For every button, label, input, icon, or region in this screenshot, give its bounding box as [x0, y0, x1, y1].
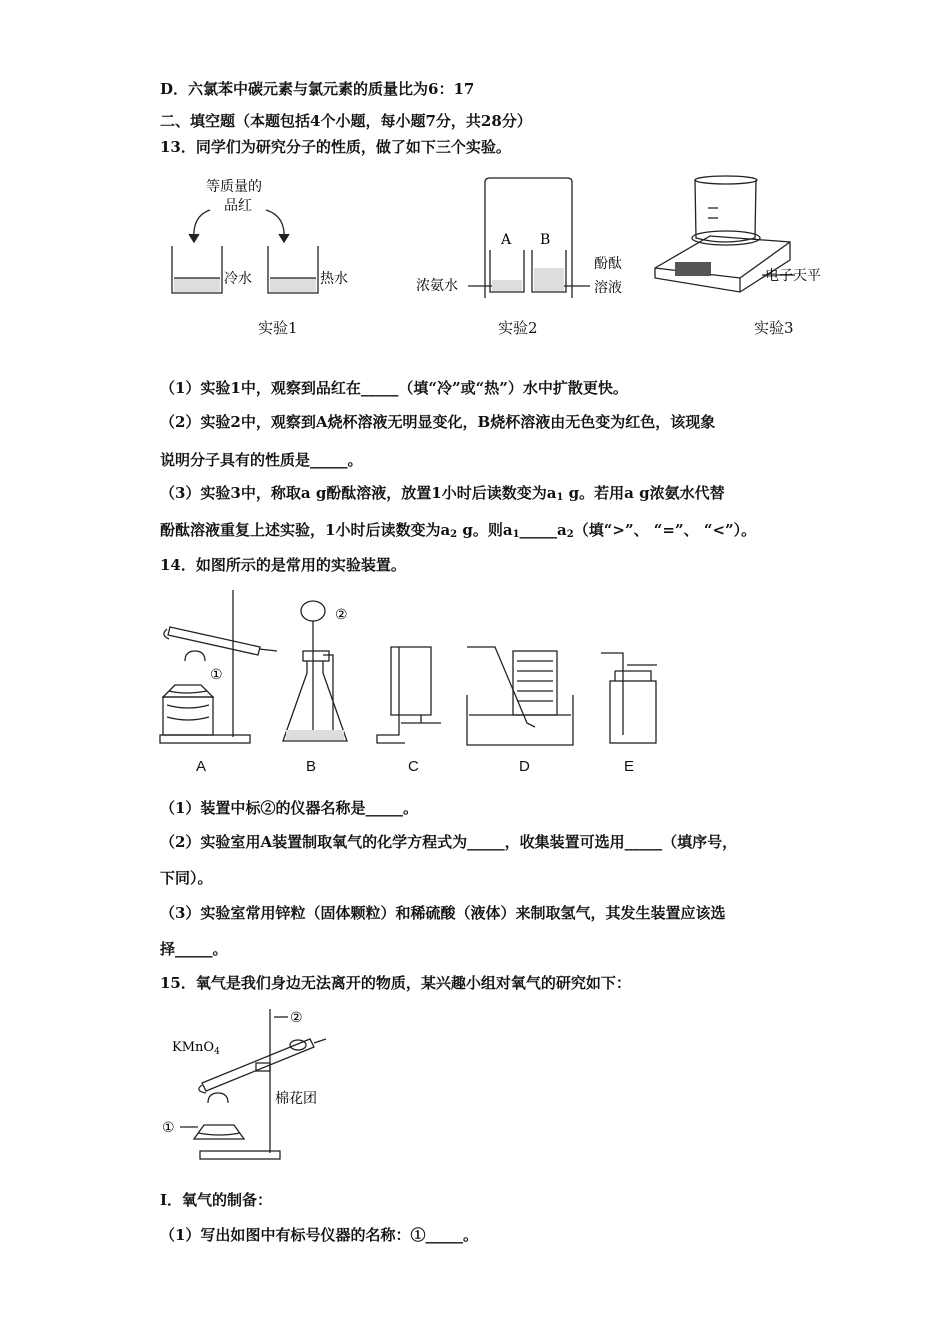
beaker-b-label: B: [540, 232, 551, 248]
cotton-label: 棉花团: [275, 1091, 317, 1107]
section-i: I．氧气的制备：: [160, 1191, 273, 1209]
balance-label: 电子天平: [765, 268, 821, 284]
ammonia-label: 浓氨水: [416, 278, 458, 294]
q13-part2-cont: 说明分子具有的性质是_____。: [160, 451, 363, 469]
apparatus-b-label: B: [306, 758, 317, 775]
mark-1: ①: [210, 667, 223, 683]
q14-part2-cont: 下同）。: [160, 869, 213, 887]
mark-2: ②: [335, 607, 348, 623]
q14-part3: （3）实验室常用锌粒（固体颗粒）和稀硫酸（液体）来制取氢气，其发生装置应该选: [160, 904, 726, 922]
exp1-top-label2: 品红: [224, 198, 252, 214]
figure-14: [155, 585, 675, 750]
option-d: D．六氯苯中碳元素与氯元素的质量比为6：17: [160, 80, 475, 98]
apparatus-e-label: E: [624, 758, 635, 775]
q13-part3-cont: 酚酞溶液重复上述实验，1小时后读数变为$a_2$ g。则$a_1\_\_\_\_\_a_2$（填“>”、 “=”、 “<”）。: [160, 521, 757, 540]
q14-part2: （2）实验室用A装置制取氧气的化学方程式为_____，收集装置可选用_____（填序号，: [160, 833, 738, 851]
exp3-caption: 实验3: [754, 319, 794, 337]
beaker-a-label: A: [501, 232, 512, 248]
phenol-label: 酚酞: [594, 256, 622, 272]
kmno4-label: KMnO$_4$: [172, 1040, 220, 1057]
figure-13: [150, 168, 850, 308]
question-14: 14．如图所示的是常用的实验装置。: [160, 556, 406, 574]
question-15: 15．氧气是我们身边无法离开的物质，某兴趣小组对氧气的研究如下：: [160, 974, 631, 992]
q14-part1: （1）装置中标②的仪器名称是_____。: [160, 799, 418, 817]
q13-part1: （1）实验1中，观察到品红在_____（填“冷”或“热”）水中扩散更快。: [160, 379, 628, 397]
phenol-label2: 溶液: [594, 280, 622, 296]
question-13: 13．同学们为研究分子的性质，做了如下三个实验。: [160, 138, 511, 156]
q15-part1: （1）写出如图中有标号仪器的名称：①_____。: [160, 1226, 478, 1244]
q14-part3-cont: 择_____。: [160, 940, 228, 958]
q13-part3: （3）实验3中，称取a g酚酞溶液，放置1小时后读数变为$a_1$ g。若用a g浓氨水代替: [160, 484, 725, 503]
cold-water-label: 冷水: [224, 271, 252, 287]
figure-15: [160, 1005, 350, 1165]
apparatus-a-label: A: [196, 758, 207, 775]
mark-2-15: ②: [290, 1010, 303, 1026]
section-heading: 二、填空题（本题包括4个小题，每小题7分，共28分）: [160, 112, 532, 130]
hot-water-label: 热水: [320, 271, 348, 287]
mark-1-15: ①: [162, 1120, 175, 1136]
q13-part2: （2）实验2中，观察到A烧杯溶液无明显变化，B烧杯溶液由无色变为红色，该现象: [160, 413, 716, 431]
apparatus-d-label: D: [519, 758, 530, 775]
exp1-top-label: 等质量的: [206, 179, 262, 195]
apparatus-c-label: C: [408, 758, 419, 775]
exp2-caption: 实验2: [498, 319, 538, 337]
exp1-caption: 实验1: [258, 319, 298, 337]
